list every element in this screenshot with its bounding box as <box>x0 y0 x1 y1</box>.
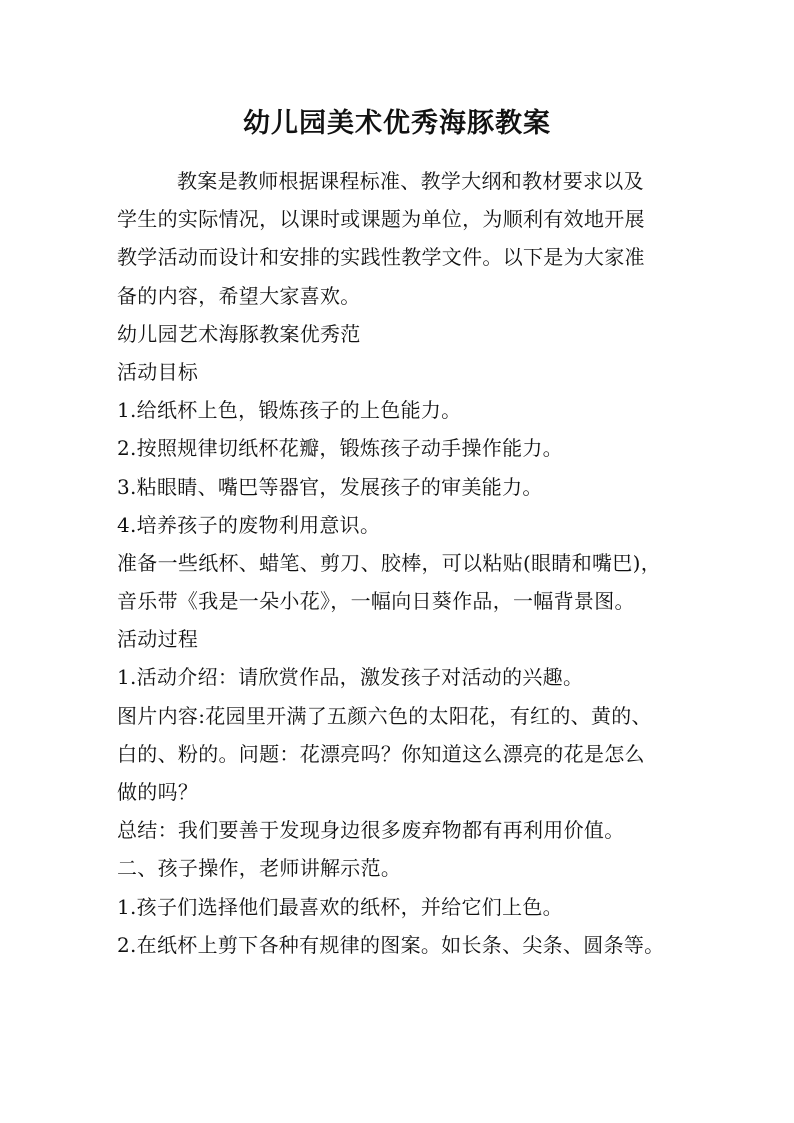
paragraph-line: 教案是教师根据课程标准、教学大纲和教材要求以及 <box>177 169 644 193</box>
paragraph-line: 备的内容，希望大家喜欢。 <box>117 283 361 308</box>
paragraph-line: 音乐带《我是一朵小花》，一幅向日葵作品，一幅背景图。 <box>117 589 635 614</box>
list-item: 1.孩子们选择他们最喜欢的纸杯，并给它们上色。 <box>117 894 563 919</box>
document-body <box>117 162 682 964</box>
paragraph-line: 学生的实际情况，以课时或课题为单位，为顺利有效地开展 <box>117 207 645 232</box>
list-item: 3.粘眼睛、嘴巴等器官，发展孩子的审美能力。 <box>117 474 543 499</box>
section-heading: 活动目标 <box>117 359 199 384</box>
paragraph-line: 图片内容:花园里开满了五颜六色的太阳花，有红的、黄的、 <box>117 703 652 728</box>
paragraph-line: 白的、粉的。问题：花漂亮吗？你知道这么漂亮的花是怎么 <box>117 741 645 766</box>
list-item: 2.在纸杯上剪下各种有规律的图案。如长条、尖条、圆条等。 <box>117 932 665 957</box>
document-title: 幼儿园美术优秀海豚教案 <box>243 108 551 139</box>
paragraph-line: 教学活动而设计和安排的实践性教学文件。以下是为大家准 <box>117 245 645 270</box>
list-item: 1.给纸杯上色，锻炼孩子的上色能力。 <box>117 398 462 423</box>
list-item: 1.活动介绍：请欣赏作品，激发孩子对活动的兴趣。 <box>117 665 584 690</box>
section-heading: 幼儿园艺术海豚教案优秀范 <box>117 321 361 346</box>
paragraph-line: 准备一些纸杯、蜡笔、剪刀、胶棒，可以粘贴(眼睛和嘴巴)， <box>117 550 662 575</box>
paragraph-line: 做的吗？ <box>117 780 199 804</box>
list-item: 4.培养孩子的废物利用意识。 <box>117 512 381 537</box>
paragraph-line: 总结：我们要善于发现身边很多废弃物都有再利用价值。 <box>117 818 625 843</box>
section-heading: 活动过程 <box>117 627 199 652</box>
section-heading: 二、孩子操作，老师讲解示范。 <box>117 856 402 881</box>
list-item: 2.按照规律切纸杯花瓣，锻炼孩子动手操作能力。 <box>117 436 563 461</box>
